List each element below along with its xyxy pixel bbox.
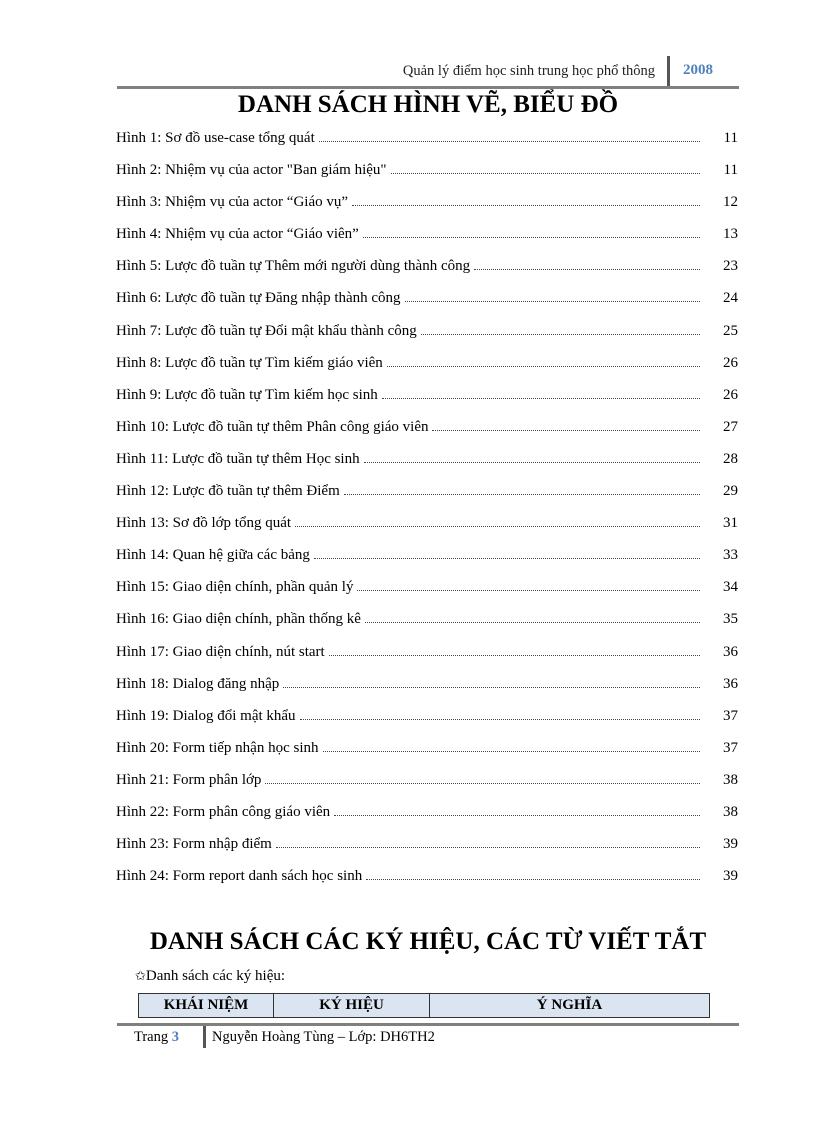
figure-list-item[interactable]	[116, 226, 738, 258]
figure-label: Hình 20: Form tiếp nhận học sinh	[116, 739, 319, 756]
figure-label: Hình 7: Lược đồ tuần tự Đổi mật khẩu thành công	[116, 322, 417, 339]
figure-list-item[interactable]	[116, 611, 738, 643]
figure-label: Hình 2: Nhiệm vụ của actor "Ban giám hiệu"	[116, 162, 387, 179]
figure-page-number: 36	[723, 643, 738, 660]
figure-list-item[interactable]	[116, 387, 738, 419]
figure-page-number: 39	[723, 868, 738, 885]
dot-leader	[265, 772, 700, 784]
figure-label: Hình 10: Lược đồ tuần tự thêm Phân công giáo viên	[116, 418, 429, 435]
dot-leader	[365, 611, 700, 623]
figure-list-item[interactable]	[116, 836, 738, 868]
column-header-concept: KHÁI NIỆM	[139, 994, 274, 1018]
figure-page-number: 11	[723, 162, 738, 179]
figure-list-item[interactable]	[116, 676, 738, 708]
symbols-subheading	[135, 968, 285, 985]
figure-page-number: 33	[723, 547, 738, 564]
figures-list	[116, 130, 738, 900]
header-title: Quản lý điểm học sinh trung học phổ thông	[402, 63, 655, 79]
figure-label: Hình 16: Giao diện chính, phần thống kê	[116, 611, 361, 628]
dot-leader	[391, 162, 700, 174]
dot-leader	[283, 676, 700, 688]
author-info: Nguyễn Hoàng Tùng – Lớp: DH6TH2	[212, 1029, 435, 1045]
dot-leader	[329, 644, 700, 656]
header-year: 2008	[683, 62, 713, 78]
dot-leader	[432, 419, 700, 431]
dot-leader	[314, 547, 700, 559]
figure-label: Hình 6: Lược đồ tuần tự Đăng nhập thành công	[116, 290, 401, 307]
dot-leader	[352, 194, 700, 206]
figure-list-item[interactable]	[116, 483, 738, 515]
figure-label: Hình 19: Dialog đổi mật khẩu	[116, 707, 296, 724]
figure-list-item[interactable]	[116, 804, 738, 836]
table-header-row	[139, 994, 710, 1018]
figure-page-number: 38	[723, 771, 738, 788]
symbols-table	[138, 993, 710, 1018]
page-number: 3	[171, 1029, 179, 1045]
figure-page-number: 25	[723, 322, 738, 339]
figure-label: Hình 23: Form nhập điểm	[116, 836, 272, 853]
figure-label: Hình 13: Sơ đồ lớp tổng quát	[116, 515, 292, 532]
dot-leader	[334, 804, 700, 816]
dot-leader	[344, 483, 700, 495]
figure-list-item[interactable]	[116, 290, 738, 322]
figure-label: Hình 8: Lược đồ tuần tự Tìm kiếm giáo viên	[116, 354, 383, 371]
figure-label: Hình 11: Lược đồ tuần tự thêm Học sinh	[116, 450, 360, 467]
figure-list-item[interactable]	[116, 162, 738, 194]
dot-leader	[357, 579, 700, 591]
page-footer	[117, 1026, 739, 1048]
dot-leader	[276, 836, 700, 848]
star-bullet-icon: ✩	[135, 969, 146, 984]
header-rule	[117, 86, 739, 89]
figure-page-number: 11	[723, 130, 738, 146]
dot-leader	[319, 130, 700, 142]
figure-list-item[interactable]	[116, 355, 738, 387]
figure-page-number: 37	[723, 739, 738, 756]
figures-list-title: DANH SÁCH HÌNH VẼ, BIỂU ĐỒ	[237, 91, 619, 118]
column-header-meaning: Ý NGHĨA	[430, 994, 710, 1018]
symbols-subheading-text: Danh sách các ký hiệu:	[145, 968, 286, 984]
dot-leader	[382, 387, 700, 399]
figure-label: Hình 21: Form phân lớp	[116, 771, 262, 788]
figure-list-item[interactable]	[116, 419, 738, 451]
figure-list-item[interactable]	[116, 868, 738, 900]
figure-page-number: 29	[723, 483, 738, 500]
figure-page-number: 31	[723, 515, 738, 532]
figure-page-number: 39	[723, 836, 738, 853]
figure-page-number: 38	[723, 803, 738, 820]
figure-label: Hình 15: Giao diện chính, phần quản lý	[116, 579, 354, 596]
figure-list-item[interactable]	[116, 547, 738, 579]
dot-leader	[366, 868, 700, 880]
dot-leader	[474, 258, 700, 270]
dot-leader	[405, 290, 700, 302]
figure-list-item[interactable]	[116, 515, 738, 547]
figure-label: Hình 22: Form phân công giáo viên	[116, 803, 331, 820]
figure-page-number: 36	[723, 675, 738, 692]
figure-list-item[interactable]	[116, 740, 738, 772]
figure-page-number: 26	[723, 354, 738, 371]
figure-list-item[interactable]	[116, 130, 738, 162]
figure-label: Hình 12: Lược đồ tuần tự thêm Điểm	[116, 483, 340, 500]
dot-leader	[300, 708, 700, 720]
figure-label: Hình 14: Quan hệ giữa các bảng	[116, 547, 310, 564]
page-header	[117, 56, 739, 86]
column-header-symbol: KÝ HIỆU	[274, 994, 430, 1018]
figure-list-item[interactable]	[116, 708, 738, 740]
page-label-text: Trang	[134, 1029, 169, 1045]
figure-label: Hình 4: Nhiệm vụ của actor “Giáo viên”	[116, 226, 359, 243]
dot-leader	[421, 323, 700, 335]
symbols-list-title: DANH SÁCH CÁC KÝ HIỆU, CÁC TỪ VIẾT TẮT	[149, 928, 707, 955]
figure-page-number: 23	[723, 258, 738, 275]
figure-page-number: 12	[723, 194, 738, 211]
figure-list-item[interactable]	[116, 258, 738, 290]
footer-divider	[203, 1026, 206, 1048]
figure-page-number: 24	[723, 290, 738, 307]
figure-page-number: 13	[723, 226, 738, 243]
figure-list-item[interactable]	[116, 772, 738, 804]
figure-label: Hình 24: Form report danh sách học sinh	[116, 868, 363, 885]
figure-list-item[interactable]	[116, 579, 738, 611]
figure-label: Hình 1: Sơ đồ use-case tổng quát	[116, 130, 315, 146]
figure-label: Hình 9: Lược đồ tuần tự Tìm kiếm học sinh	[116, 386, 378, 403]
header-divider	[667, 56, 670, 86]
figure-list-item[interactable]	[116, 644, 738, 676]
figure-list-item[interactable]	[116, 323, 738, 355]
figure-label: Hình 3: Nhiệm vụ của actor “Giáo vụ”	[116, 194, 349, 211]
figure-page-number: 26	[723, 386, 738, 403]
figure-page-number: 37	[723, 707, 738, 724]
figure-page-number: 27	[723, 418, 738, 435]
dot-leader	[363, 226, 700, 238]
figure-list-item[interactable]	[116, 451, 738, 483]
page-label	[134, 1029, 179, 1046]
figure-label: Hình 17: Giao diện chính, nút start	[116, 643, 325, 660]
figure-label: Hình 5: Lược đồ tuần tự Thêm mới người dùng thành công	[116, 258, 471, 275]
figure-list-item[interactable]	[116, 194, 738, 226]
dot-leader	[387, 355, 700, 367]
figure-page-number: 34	[723, 579, 738, 596]
dot-leader	[295, 515, 700, 527]
figure-label: Hình 18: Dialog đăng nhập	[116, 675, 280, 692]
dot-leader	[323, 740, 701, 752]
figure-page-number: 35	[723, 611, 738, 628]
figure-page-number: 28	[723, 450, 738, 467]
dot-leader	[364, 451, 700, 463]
